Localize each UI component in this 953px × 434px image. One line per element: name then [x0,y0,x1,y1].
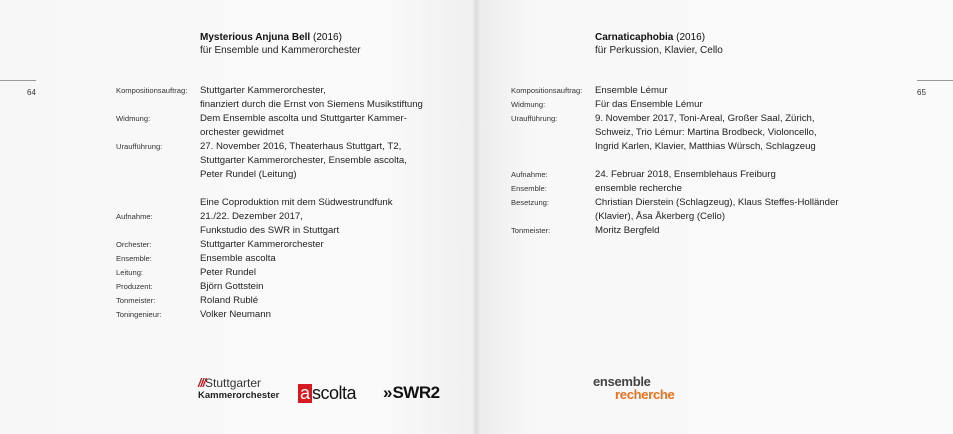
ensemble-value: ensemble recherche [595,183,682,194]
engineer-value: Moritz Bergfeld [595,225,660,236]
swr2-logo [383,383,440,403]
swr-arrow-icon: » [383,383,389,402]
ascolta-logo [298,384,356,404]
recording-label: Aufnahme: [511,170,548,179]
ascolta-rest: scolta [312,383,357,403]
credit-label: Leitung: [116,268,144,277]
credit-value: Björn Gottstein [200,281,264,292]
work-year: (2016) [676,32,706,43]
work-title-text: Mysterious Anjuna Bell [200,32,311,43]
cast-label: Besetzung: [511,198,549,207]
commission-label: Kompositionsauftrag: [116,86,188,95]
credit-label: Toningenieur: [116,310,162,319]
premiere-line: Peter Rundel (Leitung) [200,169,297,180]
credit-label: Ensemble: [116,254,152,263]
swr-text: SWR2 [392,383,440,402]
recording-value: 24. Februar 2018, Ensemblehaus Freiburg [595,169,776,180]
credit-value: Volker Neumann [200,309,271,320]
ensemble-label: Ensemble: [511,184,547,193]
credit-value: Roland Rublé [200,295,259,306]
dedication-line: orchester gewidmet [200,127,284,138]
book-gutter [472,0,480,434]
work-instrumentation-right: für Perkussion, Klavier, Cello [595,45,723,56]
logo-sub: Kammerorchester [198,390,280,401]
page-number-left: 64 [27,88,36,97]
premiere-label: Uraufführung: [116,142,163,151]
credit-label: Produzent: [116,282,153,291]
cast-line: Christian Dierstein (Schlagzeug), Klaus Steffes-Holländer [595,197,839,208]
work-title-right [595,31,705,44]
recording-line: 21./22. Dezember 2017, [200,211,303,222]
commission-value: Ensemble Lémur [595,85,668,96]
stuttgarter-kammerorchester-logo [198,376,279,402]
dedication-line: Dem Ensemble ascolta und Stuttgarter Kammer- [200,113,407,124]
page-rule-left [0,80,36,81]
premiere-line: Schweiz, Trio Lémur: Martina Brodbeck, Violoncello, [595,127,817,138]
ascolta-initial: a [300,383,311,403]
work-year: (2016) [313,32,342,43]
cast-line: (Klavier), Åsa Åkerberg (Cello) [595,211,726,222]
commission-line: Stuttgarter Kammerorchester, [200,85,326,96]
dedication-label: Widmung: [116,114,151,123]
premiere-line: 9. November 2017, Toni-Areal, Großer Saal, Zürich, [595,113,815,124]
logo-name: Stuttgarter [205,376,262,390]
work-instrumentation-left: für Ensemble und Kammerorchester [200,45,361,56]
left-page [0,0,476,434]
work-title-left [200,31,342,44]
slash-mark-icon: /// [198,376,206,390]
page-rule-right [917,80,953,81]
ensemble-recherche-logo [593,375,674,401]
recording-line: Funkstudio des SWR in Stuttgart [200,225,340,236]
premiere-line: Stuttgarter Kammerorchester, Ensemble ascolta, [200,155,407,166]
credit-value: Stuttgarter Kammerorchester [200,239,324,250]
commission-line: finanziert durch die Ernst von Siemens Musikstiftung [200,99,423,110]
right-page [476,0,953,434]
work-title-text: Carnaticaphobia [595,32,674,43]
commission-label: Kompositionsauftrag: [511,86,583,95]
coproduction-note: Eine Coproduktion mit dem Südwestrundfunk [200,197,393,208]
premiere-label: Uraufführung: [511,114,558,123]
credit-label: Orchester: [116,240,152,249]
dedication-label: Widmung: [511,100,546,109]
dedication-value: Für das Ensemble Lémur [595,99,703,110]
engineer-label: Tonmeister: [511,226,551,235]
logo-line2: recherche [615,387,675,402]
credit-value: Peter Rundel [200,267,256,278]
credit-value: Ensemble ascolta [200,253,276,264]
page-number-right: 65 [917,88,926,97]
premiere-line: Ingrid Karlen, Klavier, Matthias Würsch, Schlagzeug [595,141,816,152]
recording-label: Aufnahme: [116,212,153,221]
premiere-line: 27. November 2016, Theaterhaus Stuttgart, T2, [200,141,402,152]
credit-label: Tonmeister: [116,296,156,305]
logo-line1: ensemble [593,374,651,389]
